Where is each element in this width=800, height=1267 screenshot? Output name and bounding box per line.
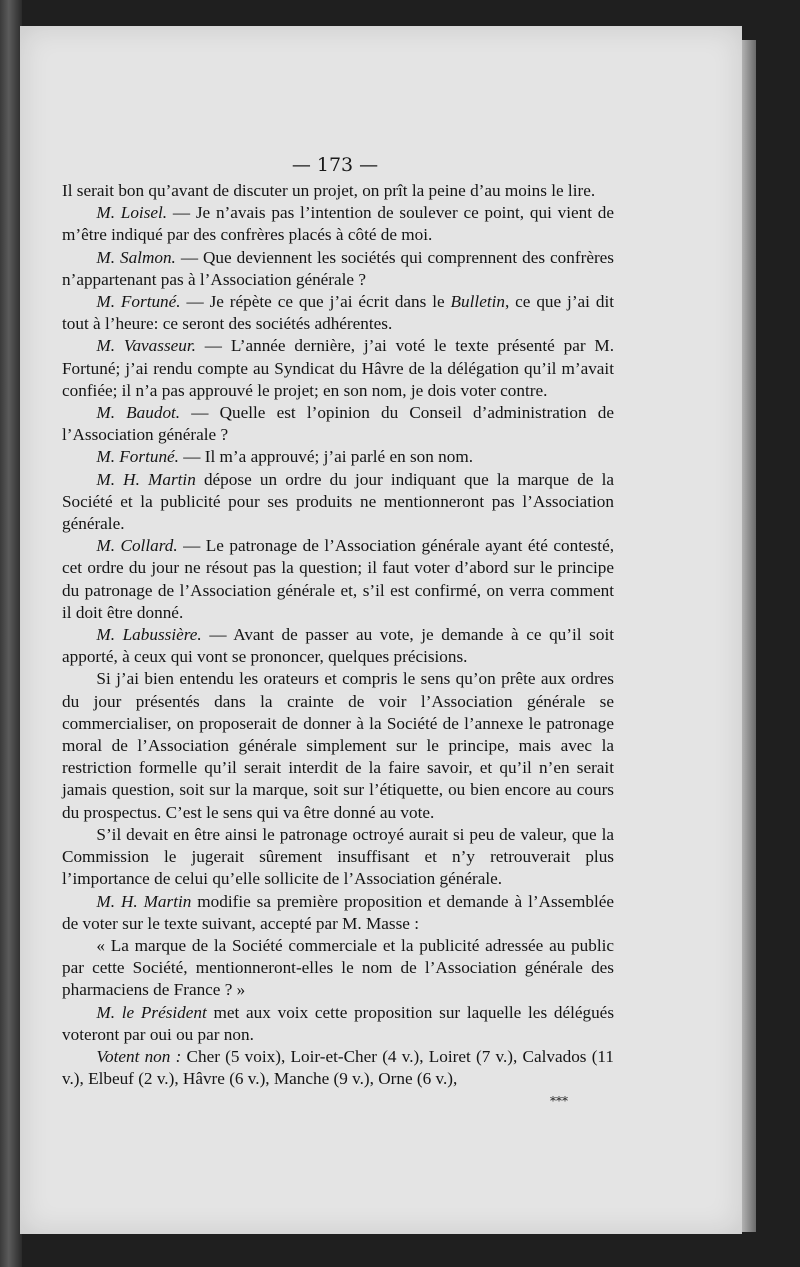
paragraph [62,1046,614,1090]
paragraph [62,1002,614,1046]
speaker-name: M. Collard. [96,536,178,556]
paragraph-text: — L’année dernière, j’ai voté le texte présenté par M. Fortuné; j’ai rendu compte au Syndicat du Hâvre de la délégation qu’il m’avait confiée; il n’a pas approuvé le projet; en son nom, je dois voter contre. [62,336,615,400]
paragraph-text: — Il m’a approuvé; j’ai parlé en son nom. [178,447,473,467]
speaker-name: M. le Président [96,1002,207,1022]
body-text [62,180,614,1090]
speaker-name: M. Loisel. [96,203,168,223]
paragraph [62,180,614,202]
paragraph [62,824,614,891]
speaker-name: M. H. Martin [96,891,192,911]
paragraph [62,291,614,335]
paragraph-text: — Je répète ce que j’ai écrit dans le [180,292,451,312]
paragraph [62,247,614,291]
paragraph-text: Cher (5 voix), Loir-et-Cher (4 v.), Loiret (7 v.), Calvados (11 v.), Elbeuf (2 v.), Hâvre (6 v.), Manche (9 v.), Orne (6 v.), [62,1046,614,1089]
paragraph [62,469,614,536]
paragraph-text: — Je n’avais pas l’intention de soulever ce point, qui vient de m’être indiqué par des confrères placés à côté de moi. [62,203,614,245]
paragraph-text: — Le patronage de l’Association générale ayant été contesté, cet ordre du jour ne résout pas la question; il faut voter d’abord sur le principe du patronage de l’Association générale et, s’il est confirmé, on verra comment il doit être donné. [62,536,614,622]
paragraph [62,624,614,668]
speaker-name: M. Vavasseur. [96,336,196,356]
paragraph-text: met aux voix cette proposition sur laquelle les délégués voteront par oui ou par non. [62,1002,615,1044]
speaker-name: M. Baudot. [96,403,181,423]
book-binding-edge [0,0,22,1267]
speaker-name: M. Labussière. [96,625,202,645]
paragraph-text: Si j’ai bien entendu les orateurs et compris le sens qu’on prête aux ordres du jour présentés dans la crainte de voir l’Association générale se commercialiser, on proposerait de donner à la Société de l’annexe le patronage moral de l’Association générale simplement sur le principe, mais avec la restriction formelle qu’il serait interdit de la faire savoir, et qu’il n’en serait jamais question, soit sur la marque, soit sur l’étiquette, ou bien encore au cours du prospectus. C’est le sens qui va être donné au vote. [62,669,614,822]
paragraph-text: dépose un ordre du jour indiquant que la marque de la Société et la publicité pour ses produits ne mentionneront pas l’Association générale. [62,469,614,534]
paragraph-text: Il serait bon qu’avant de discuter un projet, on prît la peine d’au moins le lire. [62,181,596,200]
paragraph-text: S’il devait en être ainsi le patronage octroyé aurait si peu de valeur, que la Commission le jugerait sûrement insuffisant et n’y retrouverait plus l’importance de celui qu’elle sollicite de l’Association générale. [62,824,614,889]
paragraph-text: — Quelle est l’opinion du Conseil d’administration de l’Association générale ? [62,403,614,445]
speaker-name: M. Fortuné. [96,292,181,312]
paragraph-text: modifie sa première proposition et demande à l’Assemblée de voter sur le texte suivant, accepté par M. Masse : [62,891,614,933]
paragraph-text: — Avant de passer au vote, je demande à ce qu’il soit apporté, à ceux qui vont se prononcer, quelques précisions. [62,625,614,667]
paragraph [62,668,614,823]
speaker-name: M. H. Martin [96,469,196,489]
paragraph-text: « La marque de la Société commerciale et la publicité adressée au public par cette Société, mentionneront-elles le nom de l’Association générale des pharmaciens de France ? » [62,935,614,1000]
speaker-name: M. Salmon. [96,247,176,267]
paragraph [62,535,614,624]
paragraph-text-continued: , ce que j’ai dit tout à l’heure: ce seront des sociétés adhérentes. [62,292,615,334]
italic-title: Bulletin [450,292,505,312]
speaker-name: M. Fortuné. [96,447,179,467]
page-number: — 173 — [291,154,379,176]
paragraph [62,446,614,468]
paragraph [62,202,614,246]
paragraph [62,935,614,1002]
catchword-asterisks: *** [550,1094,568,1108]
paragraph [62,335,614,402]
paragraph [62,891,614,935]
paragraph [62,402,614,446]
paragraph-text: — Que deviennent les sociétés qui comprennent des confrères n’appartenant pas à l’Association générale ? [62,247,614,289]
speaker-name: Votent non : [96,1046,182,1066]
